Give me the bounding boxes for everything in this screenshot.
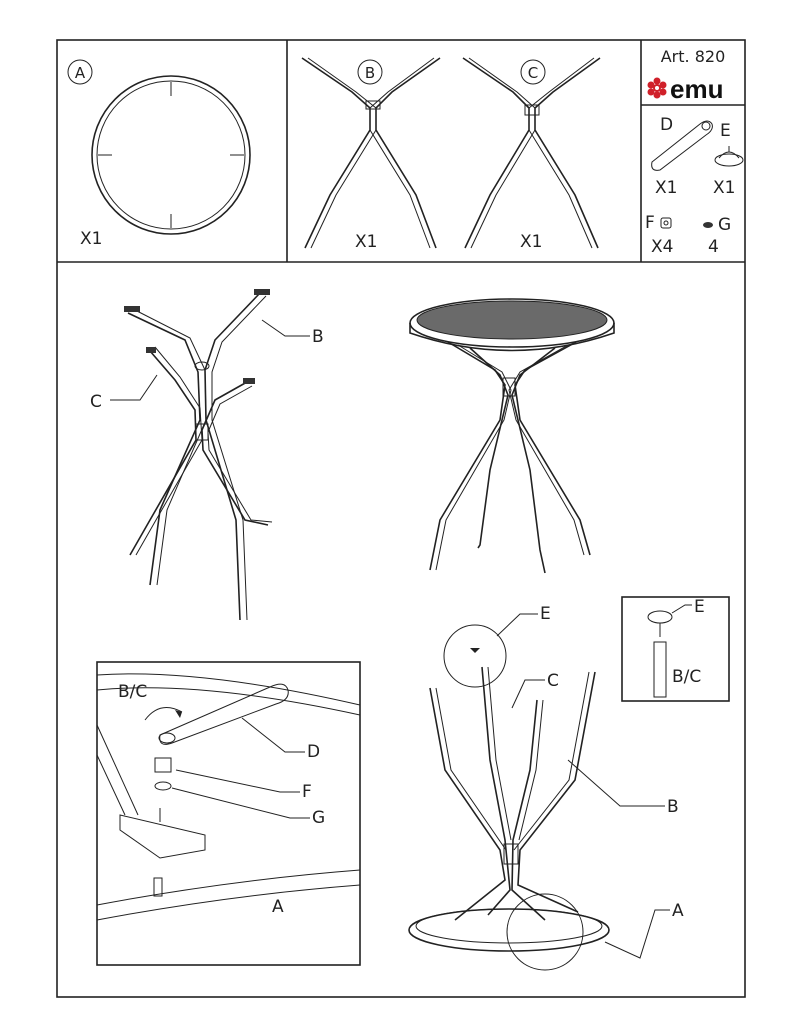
part-c-qty: X1 xyxy=(520,232,543,252)
detail-callout-g: G xyxy=(312,808,326,828)
part-b-panel xyxy=(302,58,440,252)
brand-block xyxy=(646,47,740,104)
detail-washer-icon xyxy=(155,782,171,790)
part-f-qty: X4 xyxy=(651,237,674,257)
part-e-letter: E xyxy=(720,121,731,141)
table-mesh xyxy=(417,301,607,339)
step1-callout-c: C xyxy=(90,392,102,412)
detail-callout-d: D xyxy=(307,742,321,762)
part-c-letter: C xyxy=(527,64,539,82)
part-f-letter: F xyxy=(645,213,655,233)
foot-cap-icon xyxy=(715,146,743,166)
nut-icon xyxy=(661,218,671,228)
cap-inset xyxy=(622,597,729,701)
part-b-letter: B xyxy=(364,64,376,82)
inset-callout-bc: B/C xyxy=(672,667,702,687)
step3-frame xyxy=(409,604,684,970)
detail-nut-icon xyxy=(155,758,171,772)
detail-callout-bc: B/C xyxy=(118,682,148,702)
part-g-qty: 4 xyxy=(708,237,719,257)
step3-callout-c: C xyxy=(547,671,559,691)
step3-callout-e: E xyxy=(540,604,551,624)
step1-frame xyxy=(90,289,324,620)
leg-c-left xyxy=(463,58,529,248)
article-number: Art. 820 xyxy=(660,47,726,66)
leg-c-right xyxy=(535,58,600,248)
part-a-letter: A xyxy=(74,64,86,82)
part-c-panel xyxy=(463,58,600,252)
detail-callout-f: F xyxy=(302,782,312,802)
part-d-qty: X1 xyxy=(655,178,678,198)
ring-inner xyxy=(97,81,245,229)
inset-callout-e: E xyxy=(694,597,705,617)
leg-b-right xyxy=(376,58,440,248)
part-g-letter: G xyxy=(718,215,732,235)
step3-cap-circle xyxy=(444,625,506,687)
part-e-qty: X1 xyxy=(713,178,736,198)
part-d-letter: D xyxy=(660,115,674,135)
part-a-panel xyxy=(68,60,250,249)
detail-callout-a: A xyxy=(272,897,284,917)
part-a-qty: X1 xyxy=(80,229,103,249)
hardware-panel xyxy=(645,115,743,257)
ring-outer xyxy=(92,76,250,234)
step1-callout-b: B xyxy=(312,327,324,347)
detail-inset xyxy=(97,662,360,965)
part-b-qty: X1 xyxy=(355,232,378,252)
brand-logo-text: emu xyxy=(670,74,724,104)
washer-icon xyxy=(703,222,713,228)
step3-callout-b: B xyxy=(667,797,679,817)
step2-table xyxy=(410,299,614,573)
step3-callout-a: A xyxy=(672,901,684,921)
leg-b-left xyxy=(302,58,370,248)
step3-detail-circle xyxy=(507,894,583,970)
